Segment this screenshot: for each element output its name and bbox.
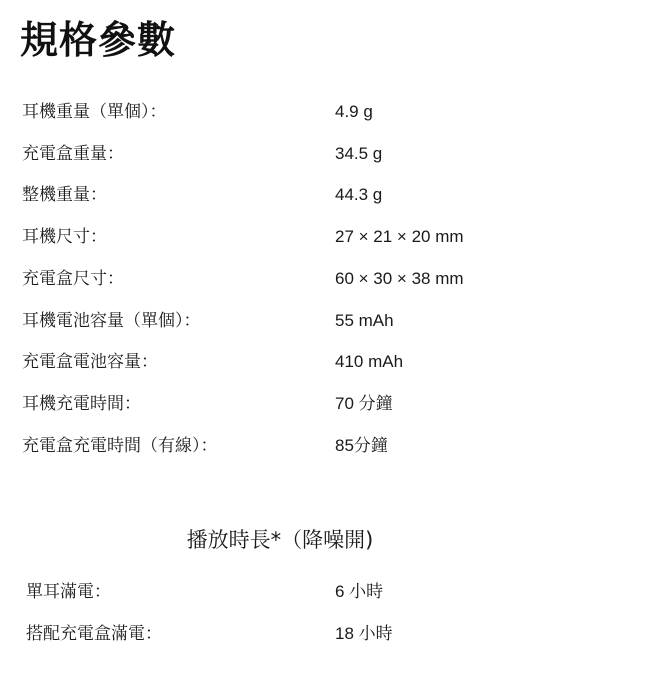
spec-label: 充電盒重量： <box>22 144 124 164</box>
spec-label: 整機重量： <box>22 185 107 205</box>
spec-label: 單耳滿電： <box>26 582 111 602</box>
spec-value: 6 小時 <box>335 582 384 601</box>
spec-label: 搭配充電盒滿電： <box>26 624 162 644</box>
spec-value: 55 mAh <box>335 311 394 330</box>
spec-value: 85分鐘 <box>335 436 388 455</box>
spec-label: 充電盒尺寸： <box>22 269 124 289</box>
spec-value: 34.5 g <box>335 144 383 163</box>
spec-label: 耳機重量（單個）： <box>22 102 167 122</box>
spec-value: 70 分鐘 <box>335 394 393 413</box>
playback-row-single-charge <box>0 577 650 607</box>
playback-section-heading: 播放時長*（降噪開) <box>186 528 374 552</box>
spec-row-earbud-size <box>0 222 650 252</box>
spec-value: 60 × 30 × 38 mm <box>335 269 464 288</box>
spec-row-earbud-battery <box>0 306 650 336</box>
spec-label: 耳機電池容量（單個）： <box>22 311 201 331</box>
spec-row-case-size <box>0 264 650 294</box>
playback-row-with-case <box>0 619 650 649</box>
spec-label: 充電盒充電時間（有線）： <box>22 436 218 456</box>
spec-row-earbud-charge-time <box>0 389 650 419</box>
spec-value: 4.9 g <box>335 102 373 121</box>
spec-value: 410 mAh <box>335 352 404 371</box>
spec-row-earbud-weight <box>0 97 650 127</box>
spec-value: 27 × 21 × 20 mm <box>335 227 464 246</box>
spec-row-case-weight <box>0 139 650 169</box>
spec-row-case-battery <box>0 347 650 377</box>
spec-row-total-weight <box>0 180 650 210</box>
page-title: 規格參數 <box>20 18 177 62</box>
spec-value: 18 小時 <box>335 624 393 643</box>
spec-label: 耳機尺寸： <box>22 227 107 247</box>
spec-row-case-charge-time <box>0 431 650 461</box>
spec-value: 44.3 g <box>335 185 383 204</box>
spec-label: 耳機充電時間： <box>22 394 141 414</box>
spec-label: 充電盒電池容量： <box>22 352 158 372</box>
